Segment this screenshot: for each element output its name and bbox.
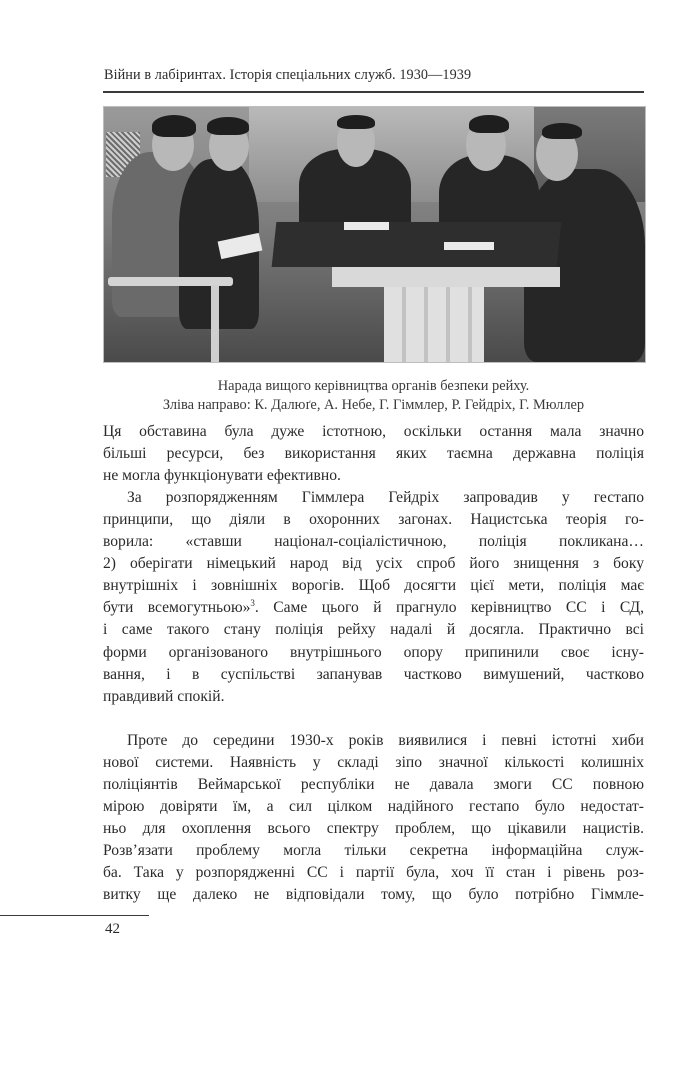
footnote-rule	[0, 915, 149, 917]
photo-hair-3	[337, 115, 375, 129]
page-number: 42	[105, 920, 120, 937]
text-line: мірою довіряти їм, а сил цілком надійного гестапо було недостат-	[103, 798, 644, 816]
page-footer	[0, 915, 693, 975]
footnote-ref[interactable]: 3	[250, 598, 255, 609]
photo-paper-3	[444, 242, 494, 250]
photo-table-leg	[384, 287, 484, 362]
photo-paper-2	[344, 222, 389, 230]
text-line: 2) оберігати німецький народ від усіх спроб його знищення з боку	[103, 555, 644, 573]
text-line: і саме такого стану поліція рейху надалі й досягла. Практично всі	[103, 621, 644, 639]
text-line: витку ще далеко не відповідали тому, що було потрібно Гіммле-	[103, 886, 644, 904]
paragraph-1	[103, 421, 644, 487]
photo-table-edge	[332, 267, 560, 287]
text-line: правдивий спокій.	[103, 687, 225, 705]
text-line: ньо для охоплення всього спектру проблем, що цікавили нацистів.	[103, 820, 644, 838]
text-line: Ця обставина була дуже істотною, оскільки остання мала значно	[103, 422, 644, 440]
photo-hair-1	[152, 115, 196, 137]
text-line: принципи, що діяли в охоронних загонах. Нацистська теорія го-	[103, 510, 644, 528]
text-line: ворила: «ставши націонал-соціалістичною, поліція покликана…	[103, 533, 644, 551]
meeting-photo	[103, 106, 646, 363]
paragraph-3	[103, 730, 644, 907]
text-fragment: бути всемогутньою»	[103, 599, 251, 617]
photo-hair-2	[207, 117, 249, 135]
text-line: більші ресурси, без використання яких таємна державна поліція	[103, 444, 644, 462]
caption-line-2: Зліва направо: К. Далюґе, А. Небе, Г. Гіммлер, Р. Гейдріх, Г. Мюллер	[162, 397, 585, 414]
photo-caption	[103, 377, 644, 416]
header-rule	[103, 91, 644, 93]
photo-table-top	[272, 222, 562, 267]
photo-chair-leg	[211, 285, 219, 362]
body-text	[103, 421, 644, 907]
running-head: Війни в лабіринтах. Історія спеціальних служб. 1930—1939	[104, 67, 472, 83]
text-line: поліціянтів Веймарської республіки не давала змоги СС повною	[103, 776, 644, 793]
text-line: Проте до середини 1930-х років виявилися і певні істотні хиби	[127, 731, 644, 749]
text-line-with-footnote	[103, 597, 644, 619]
text-line: За розпорядженням Гіммлера Гейдріх запровадив у гестапо	[127, 488, 644, 506]
text-fragment: . Саме цього й прагнуло керівництво СС і СД,	[254, 599, 644, 617]
text-line: не могла функціонувати ефективно.	[103, 466, 341, 484]
caption-line-1: Нарада вищого керівництва органів безпеки рейху.	[217, 377, 530, 394]
text-line: форми організованого внутрішнього опору припинили своє існу-	[103, 643, 644, 661]
page	[0, 66, 693, 975]
text-line: нової системи. Наявність у складі зіпо значної кількості колишніх	[103, 753, 644, 771]
photo-hair-4	[469, 115, 509, 133]
text-line: ба. Така у розпорядженні СС і партії була, хоч її стан і рівень роз-	[103, 864, 644, 882]
text-line: внутрішніх і зовнішніх ворогів. Щоб досягти цієї мети, поліція має	[103, 577, 644, 595]
photo-hair-5	[542, 123, 582, 139]
paragraph-2	[103, 487, 644, 708]
text-line: Розв’язати проблему могла тільки секретна інформаційна служ-	[103, 842, 644, 860]
paragraph-gap	[103, 708, 644, 730]
text-line: вання, і в суспільстві запанував частково вимушений, частково	[103, 665, 644, 683]
